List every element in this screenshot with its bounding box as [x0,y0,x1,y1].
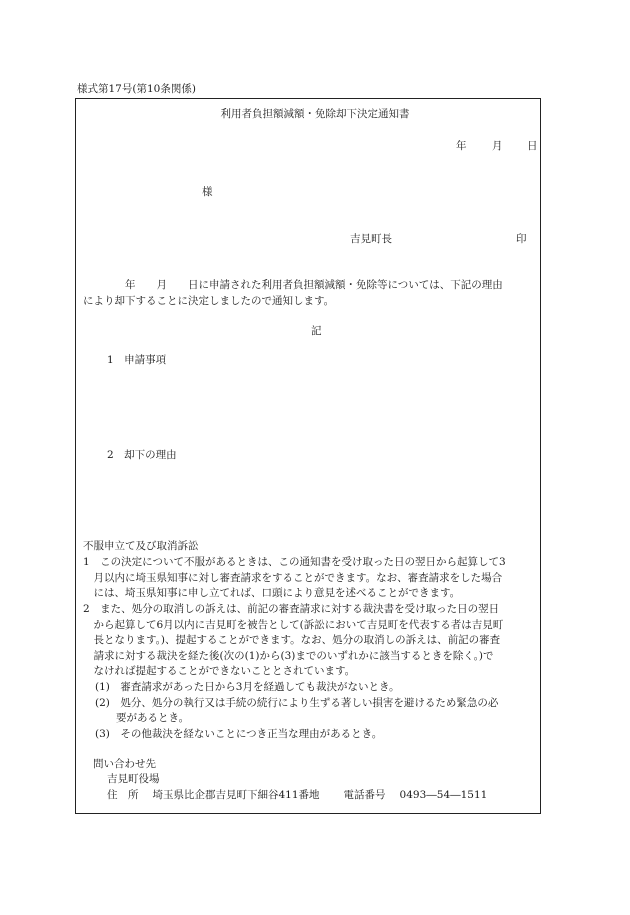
document-title: 利用者負担額減額・免除却下決定通知書 [220,108,410,120]
contact-address-line [107,790,487,801]
appeal-sub-2: (2) 処分、処分の執行又は手続の続行により生ずる著しい損害を避けるため緊急の必 [95,697,499,709]
appeal-line-3: には、埼玉県知事に申し立てれば、口頭により意見を述べることができます。 [83,587,461,599]
date-day: 日 [527,140,538,152]
date-year: 年 [456,140,467,152]
appeal-sub-1: (1) 審査請求があった日から3月を経過しても裁決がないとき。 [95,681,400,693]
phone-value: 0493―54―1511 [399,789,488,801]
appeal-line-6: 長となります。)、提起することができます。なお、処分の取消しの訴えは、前記の審査 [83,634,501,646]
address-value: 埼玉県比企郡吉見町下細谷411番地 [152,789,320,801]
appeal-line-4: 2 また、処分の取消しの訴えは、前記の審査請求に対する裁決書を受け取った日の翌日 [83,603,500,615]
address-label: 住 所 [107,789,139,801]
appeal-sub-2-cont: 要があるとき。 [95,712,190,724]
item-application: 1 申請事項 [107,354,167,366]
appeal-sub-3: (3) その他裁決を経ないことにつき正当な理由があるとき。 [95,728,383,740]
body-line-2: により却下することに決定しましたので通知します。 [83,295,335,307]
appeal-line-5: から起算して6月以内に吉見町を被告として(訴訟において吉見町を代表する者は吉見町 [83,619,504,631]
appeal-line-2: 月以内に埼玉県知事に対し審査請求をすることができます。なお、審査請求をした場合 [83,572,503,584]
kigo-heading: 記 [311,325,322,337]
date-month: 月 [492,140,503,152]
seal-mark: 印 [516,233,527,245]
appeal-line-7: 請求に対する裁決を経た後(次の(1)から(3)までのいずれかに該当するときを除く。)で [83,650,494,662]
appeal-title: 不服申立て及び取消訴訟 [83,540,199,552]
contact-title: 問い合わせ先 [93,758,156,770]
body-line-1: 年 月 日に申請された利用者負担額減額・免除等については、下記の理由 [83,279,503,291]
contact-office: 吉見町役場 [107,773,160,785]
appeal-line-8: なければ提起することができないこととされています。 [83,665,356,677]
item-reason: 2 却下の理由 [107,449,177,461]
issuer-name: 吉見町長 [350,233,392,245]
recipient-suffix: 様 [202,186,213,198]
phone-label: 電話番号 [343,789,386,801]
appeal-line-1: 1 この決定について不服があるときは、この通知書を受け取った日の翌日から起算して3 [83,556,506,568]
form-label: 様式第17号(第10条関係) [77,83,196,95]
